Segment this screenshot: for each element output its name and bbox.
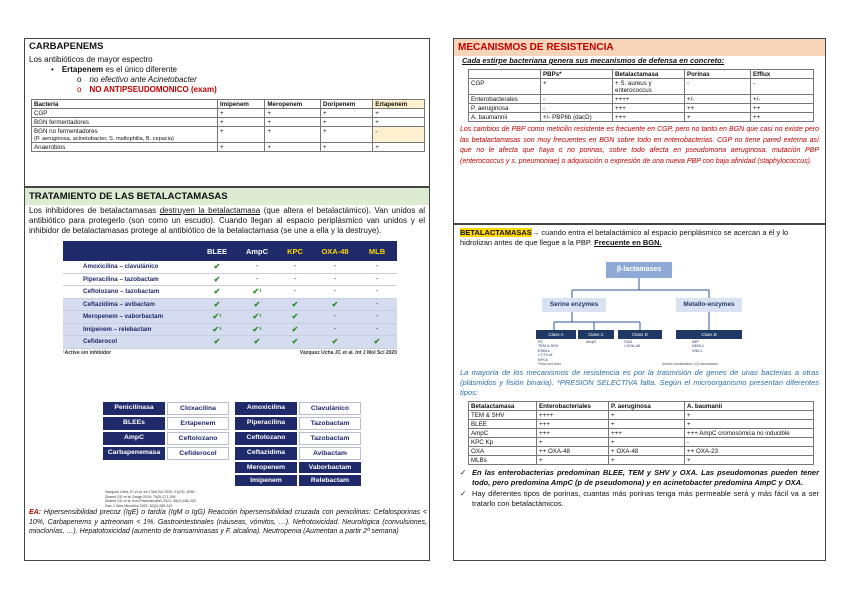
pair-row bbox=[103, 417, 235, 430]
matrix-row-label: Piperacilina – tazobactam bbox=[83, 275, 159, 283]
tree-class-d: Class D bbox=[618, 330, 662, 339]
matrix-row-label: Cefiderocol bbox=[83, 338, 118, 346]
matrix-footer bbox=[63, 350, 397, 356]
check-icon: ✔ bbox=[213, 274, 221, 284]
carbapenems-intro: Los antibióticos de mayor espectro bbox=[29, 55, 153, 64]
matrix-col-header: KPC bbox=[287, 246, 303, 256]
adverse-effects: EA: Hipersensibilidad precoz (IgE) o tardía (IgM o IgG) Reacción hipersensibilidad cruzada con penicilinas: Cefalosporinas < 10%, Carbapenems y aztreonam < 1%. Gastrointestinales (náuseas, vómitos, …). Nefrotoxicidad. Neurológica (convulsiones, mioclonías, …). Hepatotoxicidad (aumento de transaminasas y F. alcalina). Neutropenia (Aumentan a partir 2ª semana) bbox=[29, 509, 427, 535]
pair-row bbox=[103, 432, 235, 445]
pair-right-box: Cloxacilina bbox=[167, 402, 229, 415]
tree-class-b-items: IMP NDM-1 VIM-1 bbox=[692, 340, 705, 353]
matrix-cell: - bbox=[293, 263, 297, 271]
check-icon: ✔¹ bbox=[252, 324, 262, 334]
check-icon: ✓ bbox=[460, 468, 467, 477]
check-item-2: ✓ Hay diferentes tipos de porinas, cuantas más porinas tenga más permeable será y más fácil va a ser tratarlo con betalactámicos. bbox=[460, 489, 819, 508]
betalactamasas-panel bbox=[453, 224, 826, 561]
check-icon: ✔ bbox=[331, 299, 339, 309]
pair-row bbox=[235, 432, 371, 445]
table-row: OXA ++ OXA-48 + OXA-48 ++ OXA-23 bbox=[469, 447, 814, 456]
pair-left-box: Meropenem bbox=[235, 462, 297, 473]
pair-row bbox=[103, 447, 235, 460]
check-icon: ✔¹ bbox=[212, 312, 222, 322]
check-icon: ✔ bbox=[253, 337, 261, 347]
tree-root: β-lactamases bbox=[606, 262, 672, 278]
matrix-header bbox=[63, 241, 397, 261]
tratamiento-paragraph: Los inhibidores de betalactamasas destruyen la betalactamasa (que altera el betalactámico). Van unidos al antibiótico para protegerlo (son como un escudo). Cuando llegan al espacio periplásmico van unidos y el inhibidor de betalactamasas protege al antibiótico de la betalactamasa (se une a ella y la destruye). bbox=[29, 206, 425, 235]
tree-metallo: Metallo-enzymes bbox=[676, 298, 742, 312]
matrix-cell: - bbox=[375, 300, 379, 308]
mecanismos-subtitle: Cada estirpe bacteriana genera sus mecanismos de defensa en concreto: bbox=[462, 56, 725, 65]
check-icon: ✔ bbox=[291, 299, 299, 309]
matrix-row bbox=[63, 299, 397, 312]
matrix-row-label: Amoxicilina – clavulánico bbox=[83, 263, 159, 271]
check-item-1: ✓ En las enterobacterias predominan BLEE, TEM y SHV y OXA. Las pseudomonas pueden tener todo, pero predomina AmpC (p de pseudomona) y en acinetobacter predomina AmpC y OXA. bbox=[460, 468, 819, 487]
matrix-cell: - bbox=[375, 325, 379, 333]
pair-left-box: BLEEs bbox=[103, 417, 165, 430]
check-icon: ✔ bbox=[213, 337, 221, 347]
pair-left-box: Amoxicilina bbox=[235, 402, 297, 415]
check-icon: ✔ bbox=[291, 337, 299, 347]
pair-row bbox=[235, 417, 371, 430]
pair-right-box: Relebactam bbox=[299, 475, 361, 486]
matrix-cell: - bbox=[255, 275, 259, 283]
pair-row bbox=[235, 475, 371, 486]
check-icon: ✔ bbox=[213, 262, 221, 272]
matrix-row bbox=[63, 274, 397, 287]
betalactamasas-intro: BETALACTAMASAS→ cuando entra el betalactámico al espacio periplásmico se acercan a él y lo hidrolizan antes de que llegue a la PBP. Frecuente en BGN. bbox=[460, 228, 789, 247]
pair-left-box: AmpC bbox=[103, 432, 165, 445]
tree-serine: Serine enzymes bbox=[542, 298, 606, 312]
matrix-row bbox=[63, 286, 397, 299]
reference: Vázquez Ucha JC et al. Int J Mol Sci 2020; 21(23): 9090 bbox=[105, 490, 195, 494]
references bbox=[105, 490, 196, 508]
pair-left-box: Piperacilina bbox=[235, 417, 297, 430]
check-icon: ✔¹ bbox=[252, 312, 262, 322]
matrix-row bbox=[63, 261, 397, 274]
pair-right-box: Clavulánico bbox=[299, 402, 361, 415]
table-row: Enterobacterales - ++++ +/- +/- bbox=[469, 95, 814, 104]
pair-row bbox=[235, 447, 371, 460]
matrix-footnote: ¹Active sin inhibidor bbox=[63, 349, 112, 356]
check-icon: ✔ bbox=[373, 337, 381, 347]
table-header: Imipenem bbox=[218, 100, 265, 109]
tree-class-a-items: PC TEM & SHV ESBLs • CTX-M KPCs bbox=[538, 340, 559, 362]
matrix-rows bbox=[63, 261, 397, 349]
matrix-source: Vázquez Ucha JC et al. Int J Mol Sci 2020 bbox=[299, 349, 397, 356]
matrix-row-label: Ceftazidima – avibactam bbox=[83, 300, 155, 308]
betalactamasas-blue-text: La mayoría de los mecanismos de resistencia es por la trasmisión de genes de unas bacterias a otras (plásmidos y fisión binaria). *PRESION SELECTIVA falta. Según el microorganismo presentan diferentes tipos: bbox=[460, 368, 819, 397]
matrix-col-header: BLEE bbox=[206, 246, 227, 256]
ertapenem-sub2: o NO ANTIPSEUDOMONICO (exam) bbox=[77, 85, 217, 94]
matrix-row-label: Ceftolozano – tazobactam bbox=[83, 288, 160, 296]
matrix-row-label: Meropenem – vaborbactam bbox=[83, 313, 164, 321]
check-icon: ✔ bbox=[253, 299, 261, 309]
matrix-col-header: OXA-48 bbox=[321, 246, 349, 256]
pair-right-box: Ertapenem bbox=[167, 417, 229, 430]
reference: Zhanel GG et al. Ann Pharmacother 2021; 55(2):186-202 bbox=[105, 499, 196, 504]
mecanismos-title: MECANISMOS DE RESISTENCIA bbox=[454, 39, 825, 56]
table-header-row: PBPs* Betalactamasa Porinas Efflux bbox=[469, 70, 814, 79]
matrix-cell: - bbox=[333, 313, 337, 321]
table-header-row bbox=[32, 100, 425, 109]
check-icon: ✔ bbox=[213, 299, 221, 309]
tree-class-b: Class B bbox=[676, 330, 742, 339]
table-header-row: Betalactamasa Enterobacteriales P. aeruginosa A. baumanii bbox=[469, 402, 814, 411]
matrix-cell: - bbox=[255, 263, 259, 271]
matrix-col-header: AmpC bbox=[245, 246, 269, 256]
pair-left-box: Imipenem bbox=[235, 475, 297, 486]
pair-row bbox=[235, 402, 371, 415]
betalactamasas-table bbox=[468, 401, 814, 465]
pair-right-box: Tazobactam bbox=[299, 417, 361, 430]
table-row: BGN no fermentadores (P. aeruginosa, acinetobacter, S. maltophilia, B. cepacia) + + + - bbox=[32, 127, 425, 143]
table-header: Ertapenem bbox=[373, 100, 425, 109]
pair-right-box: Vaborbactam bbox=[299, 462, 361, 473]
tree-class-c: Class C bbox=[578, 330, 614, 339]
matrix-col-header: MLB bbox=[368, 246, 386, 256]
matrix-row bbox=[63, 311, 397, 324]
carbapenems-table bbox=[31, 99, 425, 152]
table-row: BGN fermentadores + + + + bbox=[32, 118, 425, 127]
check-icon: ✔ bbox=[213, 287, 221, 297]
tree-class-a: Class A bbox=[536, 330, 576, 339]
matrix-row bbox=[63, 324, 397, 337]
reference: Zhanel GG et al. Drugs 2019; 79(3):271-289 bbox=[105, 494, 176, 499]
pair-right-box: Tazobactam bbox=[299, 432, 361, 445]
table-row: KPC Kp + + - bbox=[469, 438, 814, 447]
check-icon: ✔¹ bbox=[252, 287, 262, 297]
pair-right-box: Cefiderocol bbox=[167, 447, 229, 460]
matrix-cell: - bbox=[293, 288, 297, 296]
carbapenems-title: CARBAPENEMS bbox=[29, 41, 104, 52]
pair-right-box: Ceftolozano bbox=[167, 432, 229, 445]
pair-left-box: Ceftolozano bbox=[235, 432, 297, 445]
table-row: MLBs + + + bbox=[469, 456, 814, 465]
matrix-cell: - bbox=[375, 263, 379, 271]
table-row: TEM & SHV ++++ + + bbox=[469, 411, 814, 420]
reference: Dan J. Med Microbiol 2021; 63(2):285-310 bbox=[105, 503, 173, 508]
matrix-cell: - bbox=[375, 288, 379, 296]
classification-tree bbox=[454, 250, 825, 366]
matrix-cell: - bbox=[333, 263, 337, 271]
table-row: A. baumannii +/- PBP6b (dacD) +++ + ++ bbox=[469, 113, 814, 122]
table-row: BLEE +++ + + bbox=[469, 420, 814, 429]
table-row: P. aeruginosa - +++ ++ ++ bbox=[469, 104, 814, 113]
table-row: CGP + + + + bbox=[32, 109, 425, 118]
pair-left-box: Penicilinasa bbox=[103, 402, 165, 415]
pair-row bbox=[235, 462, 371, 473]
tratamiento-panel bbox=[24, 187, 430, 561]
check-icon: ✔ bbox=[331, 337, 339, 347]
mecanismos-table bbox=[468, 69, 814, 122]
pair-left-box: Ceftazidima bbox=[235, 447, 297, 460]
mecanismos-panel bbox=[453, 38, 826, 224]
tree-foot-left: *New and older bbox=[538, 362, 562, 366]
matrix-cell: - bbox=[333, 325, 337, 333]
mecanismos-note: Los cambios de PBP como meticilin resistente es frecuente en CGP, pero no tanto en BGN que casi no existe pero las betalactamasas son muy frecuentes en BGN sobre todo en enterobacterias. CGP no tiene pared externa así que no le afecta que haya o no porinas, sobre todo afecta en pseudomona aeruginosa. mutación PBP (enterococcus y s. pneumoniae) o adquisición o expresión de una nueva PBP con baja afinidad (staphylococcus). bbox=[460, 126, 819, 165]
table-row: Anaerobios + + + + bbox=[32, 143, 425, 152]
matrix-cell: - bbox=[293, 275, 297, 283]
table-row: CGP + + S. aureus y enterococcus - - bbox=[469, 79, 814, 95]
matrix-cell: - bbox=[375, 313, 379, 321]
pairs-left bbox=[103, 402, 235, 462]
tree-class-c-items: AmpC bbox=[586, 340, 597, 344]
matrix-row bbox=[63, 336, 397, 349]
pair-left-box: Carbapenemasa bbox=[103, 447, 165, 460]
matrix-cell: - bbox=[333, 275, 337, 283]
pairs-right bbox=[235, 402, 371, 488]
tree-foot-right: Ambler classification of β-lactamases bbox=[662, 362, 718, 366]
check-icon: ✔ bbox=[291, 324, 299, 334]
check-icon: ✔ bbox=[291, 312, 299, 322]
matrix-cell: - bbox=[375, 275, 379, 283]
table-row: AmpC +++ +++ +++ AmpC cromosómica no inducible bbox=[469, 429, 814, 438]
ertapenem-bullet: • Ertapenem es el único diferente bbox=[51, 65, 177, 74]
table-header: Doripenem bbox=[321, 100, 373, 109]
matrix-row-label: Imipenem – relebactam bbox=[83, 325, 152, 333]
check-icon: ✔¹ bbox=[212, 324, 222, 334]
table-header: Bacteria bbox=[32, 100, 218, 109]
matrix-cell: - bbox=[333, 288, 337, 296]
carbapenems-panel bbox=[24, 38, 430, 187]
pair-right-box: Avibactam bbox=[299, 447, 361, 460]
inhibitor-matrix bbox=[63, 241, 397, 356]
table-header: Meropenem bbox=[265, 100, 321, 109]
pair-row bbox=[103, 402, 235, 415]
tratamiento-title: TRATAMIENTO DE LAS BETALACTAMASAS bbox=[25, 188, 429, 205]
tree-class-d-items: OXA • OXA-48 bbox=[624, 340, 640, 349]
check-icon: ✓ bbox=[460, 489, 467, 498]
ertapenem-sub1: o no efectivo ante Acinetobacter bbox=[77, 75, 197, 84]
